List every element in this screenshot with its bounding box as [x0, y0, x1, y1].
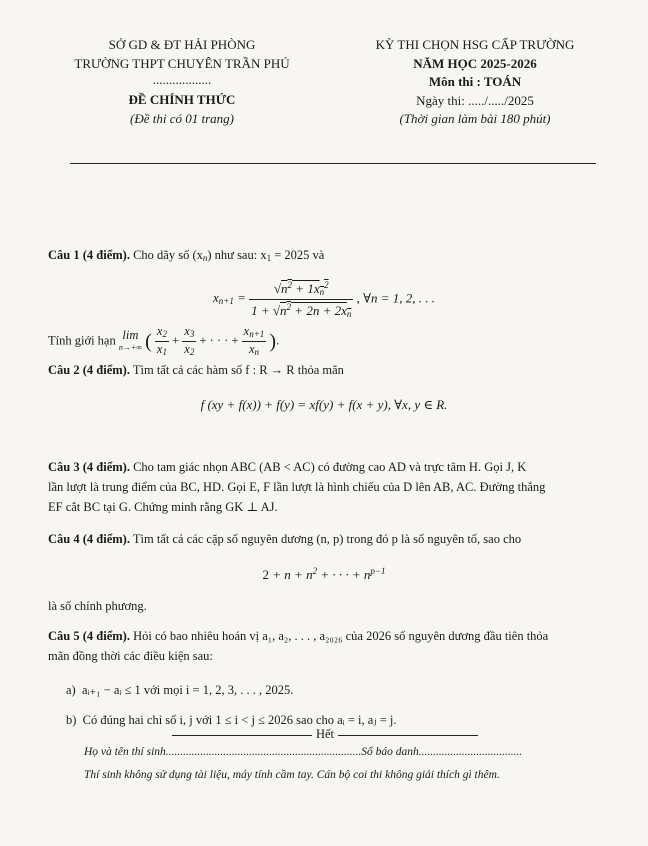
- candidate-line: Họ và tên thí sinh....................................................................Số báo danh....................................: [84, 746, 523, 758]
- header-divider: [70, 163, 596, 164]
- question-2: [48, 360, 616, 380]
- q1-intro: Cho dãy số $(x_n)$ như sau: $x_1 = 2025$ và: [133, 248, 325, 263]
- header-left: [52, 36, 312, 128]
- q2-label: Câu 2 (4 điểm).: [48, 363, 130, 377]
- exam-subject: Môn thi : TOÁN: [428, 74, 522, 89]
- q4-label: Câu 4 (4 điểm).: [48, 532, 130, 546]
- q5-condition-a: a) aᵢ₊₁ − aᵢ ≤ 1 với mọi i = 1, 2, 3, . . . , 2025.: [66, 683, 294, 697]
- q2-functional-equation: f (xy + f(x)) + f(y) = xf(y) + f(x + y), ∀x, y ∈ R.: [200, 397, 448, 412]
- q1-limit: Tính giới hạn lim n→+∞ ( $\frac{x_2}{x_1}$ + $\frac{x_3}{x_2}$ + · · · + $\frac{x_{n+1}}{x_n}$ ).: [48, 324, 280, 357]
- header-dots: ..................: [152, 72, 212, 87]
- q3-label: Câu 3 (4 điểm).: [48, 460, 130, 474]
- q5-condition-b: b) Có đúng hai chỉ số i, j với 1 ≤ i < j ≤ 2026 sao cho aᵢ = i, aⱼ = j.: [66, 713, 397, 727]
- q5-line-2: mãn đồng thời các điều kiện sau:: [48, 649, 213, 663]
- q3-line-1: Cho tam giác nhọn ABC (AB < AC) có đường cao AD và trực tâm H. Gọi J, K: [133, 460, 527, 474]
- end-mark: Hết: [155, 727, 495, 742]
- q1-recurrence-formula: $x_{n+1}$ = $\frac{√n^2 + 1x_n^2}{1 + √n^2 + 2n + 2x_n}$ , ∀n = 1, 2, . . .: [212, 280, 436, 319]
- question-1: [48, 245, 616, 268]
- q4-tail: là số chính phương.: [48, 599, 147, 613]
- footer-note: Thí sinh không sử dụng tài liệu, máy tính cầm tay. Cán bộ coi thi không giải thích gì thêm.: [84, 769, 500, 781]
- q4-expression: $2 + n + n^2$ + · · · + $n^{p-1}$: [262, 566, 386, 582]
- department-name: SỞ GD & ĐT HẢI PHÒNG: [108, 37, 256, 52]
- q1-label: Câu 1 (4 điểm).: [48, 248, 130, 262]
- exam-name: KỲ THI CHỌN HSG CẤP TRƯỜNG: [375, 37, 575, 52]
- exam-type: ĐỀ CHÍNH THỨC: [128, 92, 236, 107]
- exam-date: Ngày thi: ...../...../2025: [416, 92, 534, 108]
- q3-line-3: EF cắt BC tại G. Chứng minh rằng GK ⊥ AJ.: [48, 500, 278, 514]
- question-3: [48, 457, 616, 517]
- q2-text: Tìm tất cả các hàm số f : R → R thỏa mãn: [132, 363, 344, 377]
- school-name: TRƯỜNG THPT CHUYÊN TRẦN PHÚ: [74, 55, 290, 71]
- question-4: [48, 529, 616, 549]
- school-year: NĂM HỌC 2025-2026: [413, 55, 537, 71]
- q4-text: Tìm tất cả các cặp số nguyên dương (n, p) trong đó p là số nguyên tố, sao cho: [132, 532, 522, 546]
- q5-line-1: Hỏi có bao nhiêu hoán vị a₁, a₂, . . . , a₂₀₂₆ của 2026 số nguyên dương đầu tiên thỏa: [133, 629, 549, 643]
- q3-line-2: lần lượt là trung điểm của BC, HD. Gọi E, F lần lượt là hình chiếu của D lên AB, AC. Đường thẳng: [48, 480, 546, 494]
- question-5: [48, 626, 616, 666]
- q5-label: Câu 5 (4 điểm).: [48, 629, 130, 643]
- pages-note: (Đề thi có 01 trang): [130, 110, 234, 126]
- header-right: [340, 36, 610, 129]
- duration-note: (Thời gian làm bài 180 phút): [399, 111, 551, 126]
